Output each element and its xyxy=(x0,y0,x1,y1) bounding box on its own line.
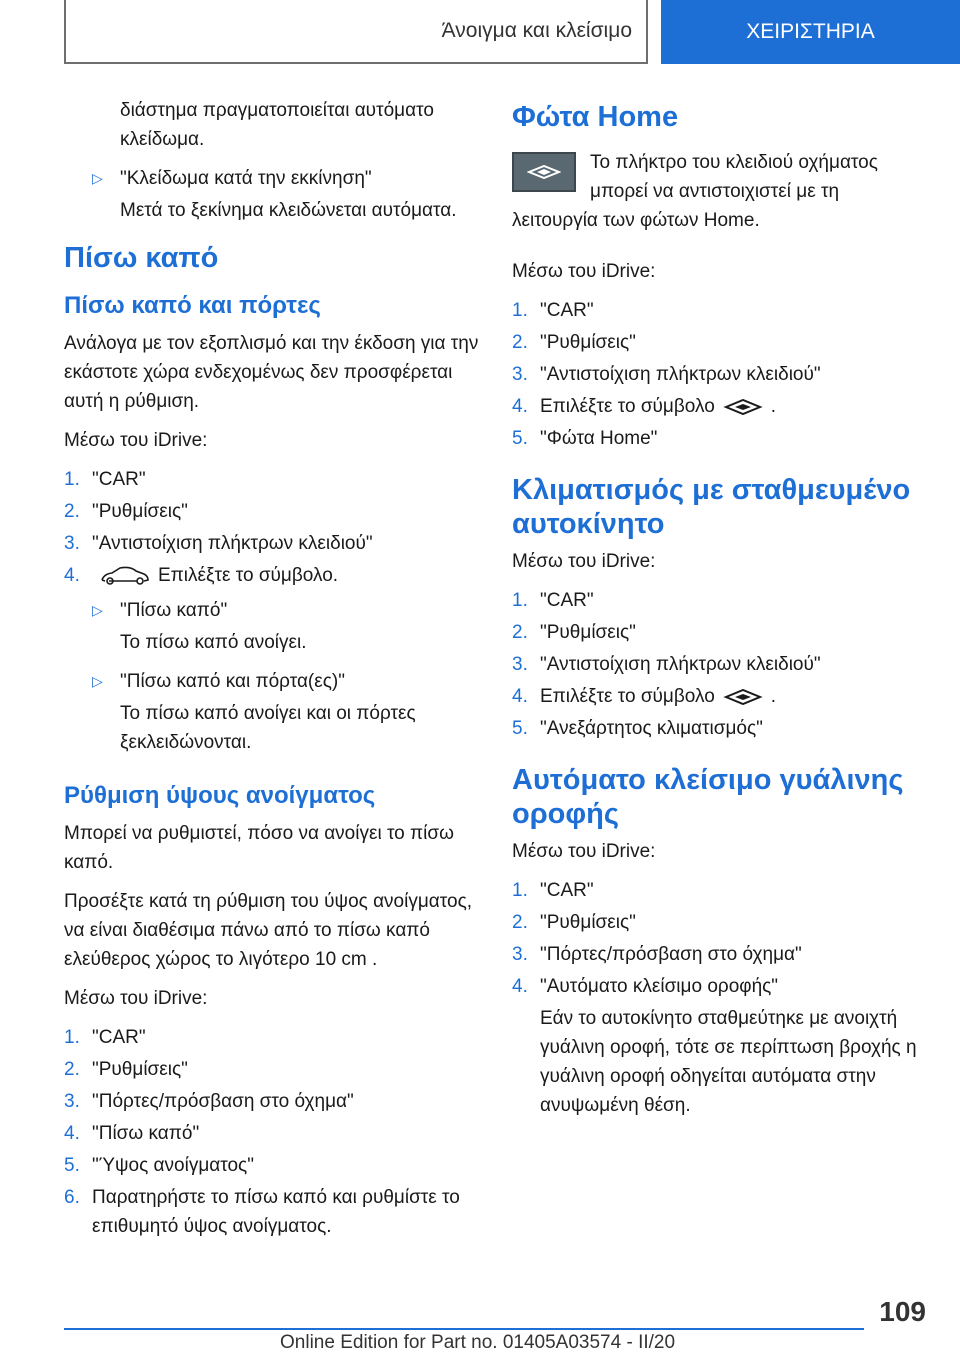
step-number: 1. xyxy=(512,590,528,611)
step-text-with-icon: Επιλέξτε το σύμβολο . xyxy=(540,686,777,707)
bullet-text: "Κλείδωμα κατά την εκκίνηση" xyxy=(120,168,372,189)
step-text: "Ρυθμίσεις" xyxy=(92,501,188,522)
step-number: 1. xyxy=(512,300,528,321)
step-item xyxy=(512,424,928,453)
step-number: 2. xyxy=(64,501,80,522)
car-icon xyxy=(100,565,150,587)
heading-roof-close: Αυτόματο κλείσιμο γυάλινης οροφής xyxy=(512,764,904,830)
step-item xyxy=(512,586,928,615)
step-item xyxy=(512,392,928,421)
step-text-with-icon xyxy=(92,561,484,590)
step-number: 5. xyxy=(512,428,528,449)
step-number: 3. xyxy=(64,1091,80,1112)
step-number: 4. xyxy=(512,396,528,417)
sub-bullet-desc: Το πίσω καπό ανοίγει και οι πόρτες ξεκλειδώνονται. xyxy=(120,703,416,753)
header-section-title: Άνοιγμα και κλείσιμο xyxy=(441,19,632,42)
step-number: 5. xyxy=(64,1155,80,1176)
step-item xyxy=(512,714,928,743)
step-text: "Ρυθμίσεις" xyxy=(540,332,636,353)
step-item xyxy=(64,497,484,526)
step-item xyxy=(512,940,928,969)
height-paragraph-1: Μπορεί να ρυθμιστεί, πόσο να ανοίγει το πίσω καπό. xyxy=(64,823,454,873)
heading-parked-climate: Κλιματισμός με σταθμευμένο αυτοκίνητο xyxy=(512,474,911,540)
step-text: "CAR" xyxy=(92,1027,146,1048)
step-item xyxy=(512,328,928,357)
step-number: 2. xyxy=(512,622,528,643)
sub-bullet-text: "Πίσω καπό" xyxy=(120,600,228,621)
step-item xyxy=(64,529,484,558)
step-text: "Ρυθμίσεις" xyxy=(540,622,636,643)
sub-bullet-text: "Πίσω καπό και πόρτα(ες)" xyxy=(120,671,345,692)
step-text: "Αντιστοίχιση πλήκτρων κλειδιού" xyxy=(540,654,821,675)
step-label: Επιλέξτε το σύμβολο xyxy=(540,396,715,417)
step-number: 1. xyxy=(64,469,80,490)
step-text: "Ρυθμίσεις" xyxy=(92,1059,188,1080)
step-text: "CAR" xyxy=(540,590,594,611)
step-item xyxy=(512,296,928,325)
step-text: "Φώτα Home" xyxy=(540,428,658,449)
header-chapter xyxy=(661,0,960,64)
via-idrive: Μέσω του iDrive: xyxy=(512,551,656,572)
step-item xyxy=(64,1183,484,1241)
triangle-icon: ▷ xyxy=(92,673,103,689)
home-paragraph: Το πλήκτρο του κλειδιού οχήματος μπορεί να αντιστοιχιστεί με τη λειτουργία των φώτων Home. xyxy=(512,152,878,231)
step-text: "Πίσω καπό" xyxy=(92,1123,200,1144)
roof-description: Εάν το αυτοκίνητο σταθμεύτηκε με ανοιχτή γυάλινη οροφή, τότε σε περίπτωση βροχής η γυάλινη οροφή οδηγείται αυτόματα στην ανυψωμένη θέση. xyxy=(540,1008,917,1116)
via-idrive: Μέσω του iDrive: xyxy=(64,430,208,451)
step-number: 3. xyxy=(64,533,80,554)
step-text: Παρατηρήστε το πίσω καπό και ρυθμίστε το επιθυμητό ύψος ανοίγματος. xyxy=(92,1187,460,1237)
step-number: 3. xyxy=(512,654,528,675)
step-item xyxy=(512,682,928,711)
heading-home-lights: Φώτα Home xyxy=(512,101,679,133)
step-item xyxy=(64,1151,484,1180)
right-column xyxy=(512,96,928,1130)
sub-bullet xyxy=(64,596,484,625)
step-number: 2. xyxy=(64,1059,80,1080)
height-paragraph-2: Προσέξτε κατά τη ρύθμιση του ύψος ανοίγματος, να είναι διαθέσιμα πάνω από το πίσω καπό ελεύθερος χώρος το λιγότερο 10 cm . xyxy=(64,891,473,970)
step-number: 4. xyxy=(512,686,528,707)
step-number: 1. xyxy=(64,1027,80,1048)
sub-bullet-desc: Το πίσω καπό ανοίγει. xyxy=(120,632,307,653)
triangle-icon: ▷ xyxy=(92,602,103,618)
step-number: 5. xyxy=(512,718,528,739)
via-idrive: Μέσω του iDrive: xyxy=(512,261,656,282)
left-column xyxy=(64,96,484,1244)
step-item xyxy=(64,1087,484,1116)
heading-opening-height: Ρύθμιση ύψους ανοίγματος xyxy=(64,782,376,809)
step-item xyxy=(512,972,928,1001)
bullet-item xyxy=(64,164,484,193)
step-text: "CAR" xyxy=(92,469,146,490)
step-text-with-icon: Επιλέξτε το σύμβολο . xyxy=(540,396,777,417)
heading-rear-doors: Πίσω καπό και πόρτες xyxy=(64,292,321,319)
step-item xyxy=(512,360,928,389)
key-symbol-icon xyxy=(723,399,763,415)
step-item xyxy=(512,908,928,937)
step-text: "CAR" xyxy=(540,300,594,321)
step-number: 3. xyxy=(512,944,528,965)
step-item xyxy=(512,650,928,679)
step-item xyxy=(64,1119,484,1148)
home-lights-button-icon xyxy=(512,152,576,192)
header-chapter-title: ΧΕΙΡΙΣΤΗΡΙΑ xyxy=(746,20,875,43)
step-text: "Αντιστοίχιση πλήκτρων κλειδιού" xyxy=(92,533,373,554)
step-text: "Αντιστοίχιση πλήκτρων κλειδιού" xyxy=(540,364,821,385)
step-number: 6. xyxy=(64,1187,80,1208)
step-text: "CAR" xyxy=(540,880,594,901)
intro-text: διάστημα πραγματοποιείται αυτόματο κλείδωμα. xyxy=(120,100,434,150)
step-item xyxy=(512,876,928,905)
step-text: "Ύψος ανοίγματος" xyxy=(92,1155,254,1176)
step-label: Επιλέξτε το σύμβολο. xyxy=(158,565,339,586)
step-text: "Αυτόματο κλείσιμο οροφής" xyxy=(540,976,779,997)
step-number: 1. xyxy=(512,880,528,901)
step-item xyxy=(64,1023,484,1052)
heading-rear-hatch: Πίσω καπό xyxy=(64,242,219,274)
step-text: "Ρυθμίσεις" xyxy=(540,912,636,933)
step-text: "Πόρτες/πρόσβαση στο όχημα" xyxy=(92,1091,354,1112)
header-section xyxy=(64,0,648,64)
step-label: Επιλέξτε το σύμβολο xyxy=(540,686,715,707)
sub-bullet xyxy=(64,667,484,696)
step-text: "Πόρτες/πρόσβαση στο όχημα" xyxy=(540,944,802,965)
step-item xyxy=(64,1055,484,1084)
bullet-desc: Μετά το ξεκίνημα κλειδώνεται αυτόματα. xyxy=(120,200,457,221)
step-number: 2. xyxy=(512,332,528,353)
footer-edition: Online Edition for Part no. 01405A03574 - II/20 xyxy=(280,1332,676,1353)
via-idrive: Μέσω του iDrive: xyxy=(64,988,208,1009)
step-text: "Ανεξάρτητος κλιματισμός" xyxy=(540,718,763,739)
step-number: 4. xyxy=(512,976,528,997)
via-idrive: Μέσω του iDrive: xyxy=(512,841,656,862)
step-item xyxy=(512,618,928,647)
step-number: 2. xyxy=(512,912,528,933)
key-symbol-icon xyxy=(723,689,763,705)
step-number: 3. xyxy=(512,364,528,385)
footer-divider xyxy=(64,1328,864,1330)
step-item xyxy=(64,465,484,494)
step-number: 4. xyxy=(64,1123,80,1144)
triangle-icon: ▷ xyxy=(92,170,103,186)
step-number: 4. xyxy=(64,565,80,586)
doors-paragraph: Ανάλογα με τον εξοπλισμό και την έκδοση για την εκάστοτε χώρα ενδεχομένως δεν προσφέρεται αυτή η ρύθμιση. xyxy=(64,333,479,412)
step-item xyxy=(64,561,484,590)
page-number: 109 xyxy=(879,1296,926,1327)
